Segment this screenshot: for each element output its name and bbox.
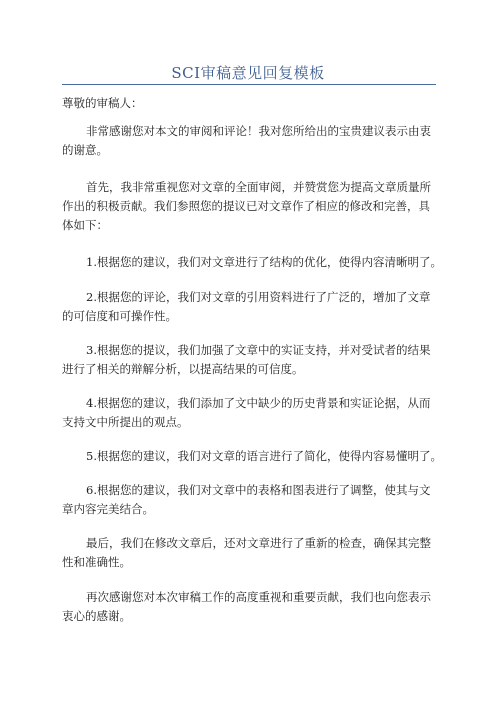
paragraph-line: 最后，我们在修改文章后，还对文章进行了重新的检查，确保其完整	[86, 536, 431, 550]
paragraph-line: 衷心的感谢。	[62, 609, 131, 623]
paragraph-line: 首先，我非常重视您对文章的全面审阅，并赞赏您为提高文章质量所	[86, 180, 431, 194]
paragraph-line: 1.根据您的建议，我们对文章进行了结构的优化，使得内容清晰明了。	[86, 255, 442, 269]
paragraph-closing	[62, 534, 442, 572]
paragraph-line: 3.根据您的提议，我们加强了文章中的实证支持，并对受试者的结果	[86, 343, 431, 357]
list-item-5	[62, 447, 442, 466]
paragraph-line: 支持文中所提出的观点。	[62, 415, 189, 429]
list-item-3	[62, 341, 442, 379]
document-title: SCI审稿意见回复模板	[171, 64, 325, 82]
paragraph-line: 章内容完美结合。	[62, 502, 154, 516]
paragraph-intro	[62, 178, 442, 235]
salutation	[62, 94, 442, 113]
list-item-2	[62, 288, 442, 326]
list-item-6	[62, 481, 442, 519]
paragraph-line: 非常感谢您对本文的审阅和评论！我对您所给出的宝贵建议表示由衷	[86, 124, 431, 138]
paragraph-line: 体如下：	[62, 218, 108, 232]
paragraph-final-thanks	[62, 588, 442, 626]
paragraph-line: 的可信度和可操作性。	[62, 309, 177, 323]
paragraph-line: 4.根据您的建议，我们添加了文中缺少的历史背景和实证论据，从而	[86, 396, 431, 410]
paragraph-line: 6.根据您的建议，我们对文章中的表格和图表进行了调整，使其与文	[86, 483, 431, 497]
list-item-4	[62, 394, 442, 432]
title-divider	[62, 84, 436, 85]
paragraph-line: 性和准确性。	[62, 555, 131, 569]
paragraph-line: 5.根据您的建议，我们对文章的语言进行了简化，使得内容易懂明了。	[86, 449, 442, 463]
salutation-line: 尊敬的审稿人：	[62, 96, 143, 110]
paragraph-line: 的谢意。	[62, 143, 108, 157]
paragraph-line: 再次感谢您对本次审稿工作的高度重视和重要贡献，我们也向您表示	[86, 590, 431, 604]
paragraph-line: 作出的积极贡献。我们参照您的提议已对文章作了相应的修改和完善，具	[62, 199, 430, 213]
paragraph-line: 2.根据您的评论，我们对文章的引用资料进行了广泛的，增加了文章	[86, 290, 431, 304]
paragraph-thanks	[62, 122, 442, 160]
paragraph-line: 进行了相关的辩解分析，以提高结果的可信度。	[62, 362, 304, 376]
list-item-1	[62, 253, 442, 272]
